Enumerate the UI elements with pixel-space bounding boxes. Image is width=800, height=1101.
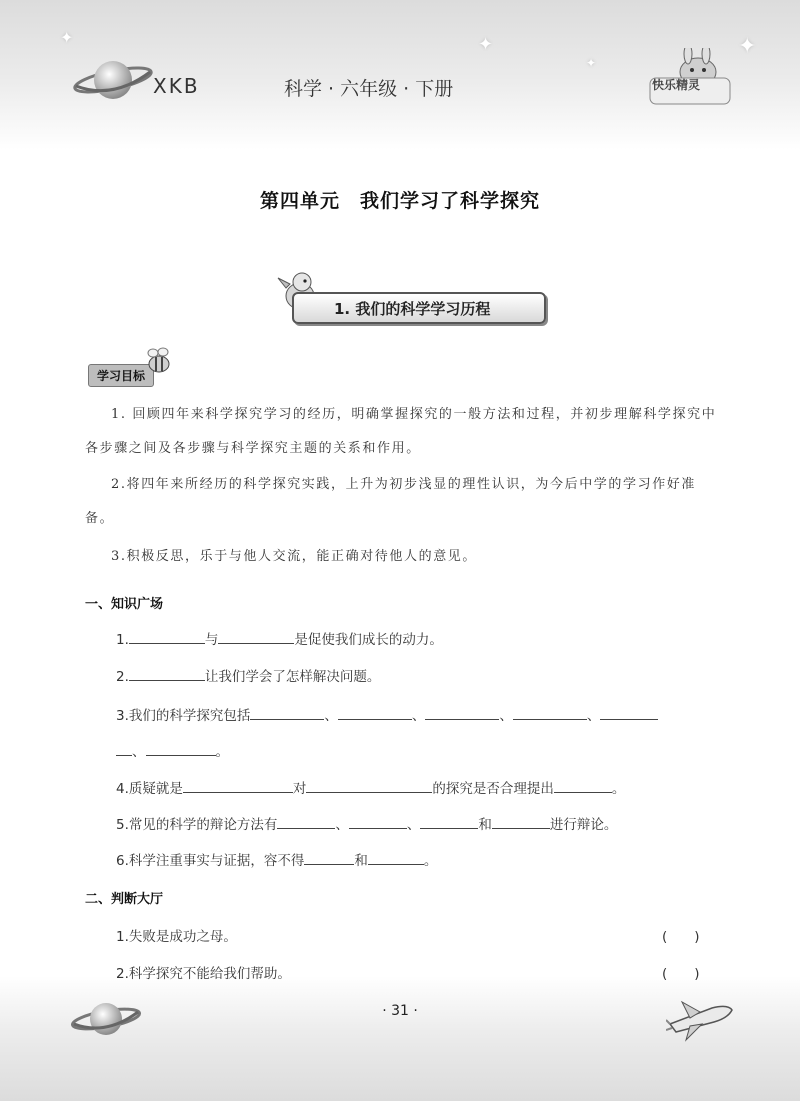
- blank-field[interactable]: [116, 741, 132, 756]
- question-text: 6.科学注重事实与证据，容不得: [116, 853, 305, 869]
- judgment-item-1: 1.失败是成功之母。: [116, 929, 237, 945]
- answer-parentheses[interactable]: ( ): [662, 966, 700, 982]
- question-text: 对: [292, 781, 307, 797]
- sparkle-icon: ✦: [586, 56, 597, 70]
- question-text: 的探究是否合理提出: [432, 781, 554, 797]
- question-3: [116, 704, 658, 724]
- goal-item: 3.积极反思，乐于与他人交流，能正确对待他人的意见。: [111, 549, 478, 564]
- blank-field[interactable]: [129, 629, 205, 644]
- blank-field[interactable]: [554, 778, 612, 793]
- space-shuttle-icon: [666, 994, 736, 1042]
- separator: 、: [586, 708, 601, 724]
- sparkle-icon: ✦: [738, 34, 757, 59]
- question-text: 。: [611, 781, 626, 797]
- question-text: 。: [423, 853, 438, 869]
- separator: 、: [411, 708, 426, 724]
- blank-field[interactable]: [513, 705, 587, 720]
- blank-field[interactable]: [277, 814, 335, 829]
- mascot-logo: [648, 48, 732, 112]
- judgment-item-2: 2.科学探究不能给我们帮助。: [116, 966, 291, 982]
- blank-field[interactable]: [306, 778, 432, 793]
- separator: 。: [215, 744, 229, 760]
- blank-field[interactable]: [338, 705, 412, 720]
- goal-item: 1. 回顾四年来科学探究学习的经历，明确掌握探究的一般方法和过程，并初步理解科学探究中各步骤之间及各步骤与科学探究主题的关系和作用。: [85, 407, 717, 456]
- question-3-continued: [116, 740, 229, 760]
- goal-item: 2.将四年来所经历的科学探究实践，上升为初步浅显的理性认识，为今后中学的学习作好准备。: [85, 477, 697, 526]
- separator: 、: [406, 817, 421, 833]
- blank-field[interactable]: [349, 814, 407, 829]
- question-text: 4.质疑就是: [116, 781, 183, 797]
- blank-field[interactable]: [368, 850, 424, 865]
- book-title: 科学 · 六年级 · 下册: [284, 78, 454, 100]
- blank-field[interactable]: [425, 705, 499, 720]
- section-title-knowledge: 一、知识广场: [85, 597, 164, 612]
- question-number: 1.: [116, 632, 129, 648]
- sparkle-icon: ✦: [60, 28, 74, 47]
- lesson-title: 1. 我们的科学学习历程: [334, 300, 491, 318]
- question-1: [116, 628, 443, 648]
- blank-field[interactable]: [492, 814, 550, 829]
- question-text: 进行辩论。: [549, 817, 618, 833]
- separator: 、: [132, 744, 146, 760]
- blank-field[interactable]: [183, 778, 293, 793]
- question-4: [116, 777, 625, 797]
- unit-title: 第四单元 我们学习了科学探究: [259, 190, 540, 212]
- blank-field[interactable]: [600, 705, 658, 720]
- question-text: 是促使我们成长的动力。: [294, 632, 443, 648]
- blank-field[interactable]: [250, 705, 324, 720]
- answer-parentheses[interactable]: ( ): [662, 929, 700, 945]
- blank-field[interactable]: [146, 741, 216, 756]
- question-text: 与: [204, 632, 219, 648]
- sparkle-icon: ✦: [478, 34, 494, 55]
- question-5: [116, 813, 617, 833]
- question-text: 和: [354, 853, 368, 869]
- learning-goals-tag: 学习目标: [88, 364, 154, 387]
- blank-field[interactable]: [218, 629, 294, 644]
- question-text: 3.我们的科学探究包括: [116, 708, 251, 724]
- section-title-judgment: 二、判断大厅: [85, 892, 164, 907]
- page-number: · 31 ·: [382, 1003, 418, 1019]
- planet-icon: [70, 994, 142, 1044]
- separator: 、: [335, 817, 349, 833]
- question-text: 5.常见的科学的辩论方法有: [116, 817, 278, 833]
- bee-icon: [144, 346, 174, 376]
- question-number: 2.: [116, 669, 129, 685]
- question-text: 和: [478, 817, 492, 833]
- question-6: [116, 849, 437, 869]
- brand-logo: XKB: [153, 74, 200, 98]
- question-2: [116, 665, 380, 685]
- blank-field[interactable]: [420, 814, 478, 829]
- logo-text: 快乐精灵: [652, 78, 701, 92]
- question-text: 让我们学会了怎样解决问题。: [204, 669, 381, 685]
- lesson-title-banner: [292, 292, 546, 324]
- blank-field[interactable]: [304, 850, 354, 865]
- separator: 、: [324, 708, 338, 724]
- blank-field[interactable]: [129, 666, 205, 681]
- planet-icon: [72, 52, 154, 108]
- separator: 、: [499, 708, 513, 724]
